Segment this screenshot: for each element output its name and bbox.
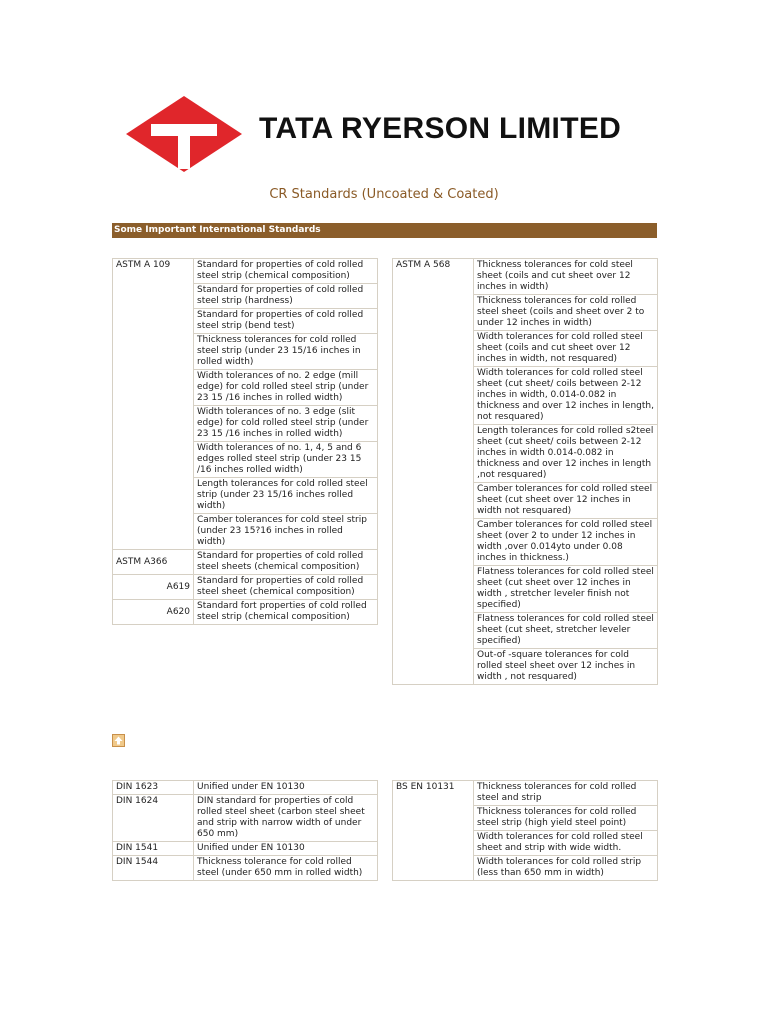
standard-description: Unified under EN 10130 <box>194 842 378 856</box>
standard-code: A619 <box>113 575 194 600</box>
table-row <box>113 781 378 795</box>
standard-code: DIN 1623 <box>113 781 194 795</box>
standard-code: ASTM A366 <box>113 550 194 575</box>
standard-code: A620 <box>113 600 194 625</box>
standard-code: DIN 1544 <box>113 856 194 881</box>
back-to-top-icon[interactable] <box>112 734 125 747</box>
standard-code: BS EN 10131 <box>393 781 474 881</box>
standard-description: Thickness tolerances for cold steel sheet (coils and cut sheet over 12 inches in width) <box>474 259 658 295</box>
standard-description: Camber tolerances for cold rolled steel sheet (cut sheet over 12 inches in width not resquared) <box>474 483 658 519</box>
standard-code: ASTM A 109 <box>113 259 194 550</box>
tata-logo-icon <box>126 96 242 172</box>
standard-description: Thickness tolerance for cold rolled steel (under 650 mm in rolled width) <box>194 856 378 881</box>
standard-description: Standard for properties of cold rolled steel sheets (chemical composition) <box>194 550 378 575</box>
table-row <box>113 550 378 575</box>
standard-description: Camber tolerances for cold rolled steel sheet (over 2 to under 12 inches in width ,over 0.014yto under 0.08 inches in thickness.) <box>474 519 658 566</box>
standard-description: Standard fort properties of cold rolled steel strip (chemical composition) <box>194 600 378 625</box>
standard-description: Length tolerances for cold rolled s2teel sheet (cut sheet/ coils between 2-12 inches in width 0.014-0.082 in thickness and over 12 inches in length ,not resquared) <box>474 425 658 483</box>
table-row <box>393 781 658 806</box>
table-row <box>113 842 378 856</box>
section-header-bar: Some Important International Standards <box>112 223 657 238</box>
standard-description: Camber tolerances for cold steel strip (under 23 15?16 inches in rolled width) <box>194 514 378 550</box>
standard-description: Standard for properties of cold rolled steel strip (chemical composition) <box>194 259 378 284</box>
bs-en-10131-table <box>392 780 658 881</box>
standard-code: DIN 1624 <box>113 795 194 842</box>
astm-a109-table <box>112 258 378 625</box>
standard-description: Thickness tolerances for cold rolled steel strip (under 23 15/16 inches in rolled width) <box>194 334 378 370</box>
standard-description: Width tolerances for cold rolled steel sheet (coils and cut sheet over 12 inches in width, not resquared) <box>474 331 658 367</box>
company-name: TATA RYERSON LIMITED <box>259 112 622 145</box>
table-row <box>113 856 378 881</box>
standard-description: DIN standard for properties of cold rolled steel sheet (carbon steel sheet and strip with narrow width of under 650 mm) <box>194 795 378 842</box>
standard-description: Length tolerances for cold rolled steel strip (under 23 15/16 inches rolled width) <box>194 478 378 514</box>
standard-description: Standard for properties of cold rolled steel strip (hardness) <box>194 284 378 309</box>
bs-en-table-viewport <box>392 780 658 893</box>
standard-description: Width tolerances for cold rolled steel sheet and strip with wide width. <box>474 831 658 856</box>
standard-description: Width tolerances for cold rolled steel sheet (cut sheet/ coils between 2-12 inches in width, 0.014-0.082 in thickness and over 12 inches in length, not resquared) <box>474 367 658 425</box>
table-row <box>113 575 378 600</box>
table-row <box>113 795 378 842</box>
standard-description: Standard for properties of cold rolled steel sheet (chemical composition) <box>194 575 378 600</box>
standard-code: ASTM A 568 <box>393 259 474 685</box>
standard-description: Width tolerances for cold rolled strip (less than 650 mm in width) <box>474 856 658 881</box>
standard-description: Width tolerances of no. 3 edge (slit edge) for cold rolled steel strip (under 23 15 /16 inches in rolled width) <box>194 406 378 442</box>
standard-description: Flatness tolerances for cold rolled steel sheet (cut sheet over 12 inches in width , stretcher leveler finish not specified) <box>474 566 658 613</box>
table-row <box>113 600 378 625</box>
standard-description: Thickness tolerances for cold rolled steel and strip <box>474 781 658 806</box>
standard-description: Thickness tolerances for cold rolled steel strip (high yield steel point) <box>474 806 658 831</box>
standard-description: Thickness tolerances for cold rolled steel sheet (coils and sheet over 2 to under 12 inches in width) <box>474 295 658 331</box>
standard-description: Unified under EN 10130 <box>194 781 378 795</box>
standard-description: Width tolerances of no. 1, 4, 5 and 6 edges rolled steel strip (under 23 15 /16 inches rolled width) <box>194 442 378 478</box>
standard-code: DIN 1541 <box>113 842 194 856</box>
table-row <box>113 259 378 284</box>
standard-description: Out-of -square tolerances for cold rolled steel sheet over 12 inches in width , not resquared) <box>474 649 658 685</box>
table-row <box>393 259 658 295</box>
din-table <box>112 780 378 881</box>
din-table-viewport <box>112 780 378 893</box>
standard-description: Flatness tolerances for cold rolled steel sheet (cut sheet, stretcher leveler specified) <box>474 613 658 649</box>
page-title: CR Standards (Uncoated & Coated) <box>269 187 499 202</box>
standard-description: Standard for properties of cold rolled steel strip (bend test) <box>194 309 378 334</box>
astm-a568-table <box>392 258 658 685</box>
standard-description: Width tolerances of no. 2 edge (mill edge) for cold rolled steel strip (under 23 15 /16 inches in rolled width) <box>194 370 378 406</box>
